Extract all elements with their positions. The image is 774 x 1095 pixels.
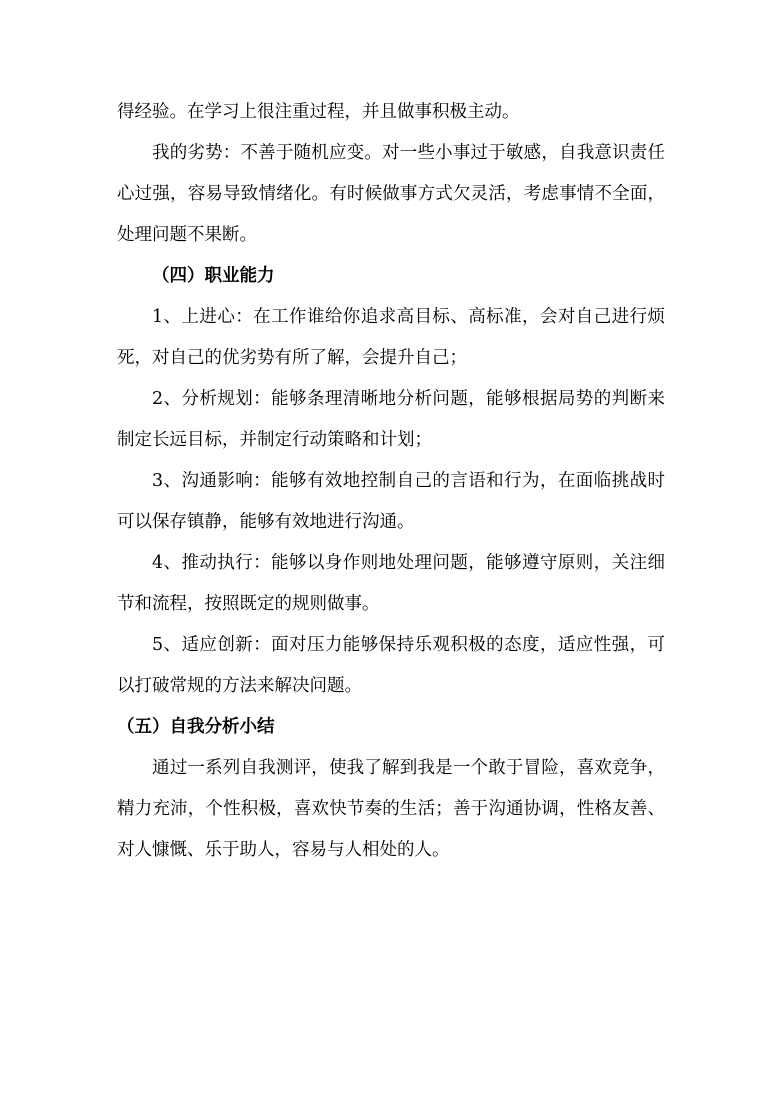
list-item-innovation: 5、适应创新：面对压力能够保持乐观积极的态度，适应性强，可以打破常规的方法来解决问题。 [117,635,665,696]
list-item-planning: 2、分析规划：能够条理清晰地分析问题，能够根据局势的判断来制定长远目标，并制定行动策略和计划； [117,389,665,450]
list-item-execution: 4、推动执行：能够以身作则地处理问题，能够遵守原则，关注细节和流程，按照既定的规则做事。 [117,553,665,614]
section-heading-career-ability: （四）职业能力 [152,266,275,286]
list-item-ambition: 1、上进心：在工作谁给你追求高目标、高标准，会对自己进行烦死，对自己的优劣势有所了解，会提升自己； [117,307,665,368]
document-body [117,92,665,871]
section-heading-summary: （五）自我分析小结 [117,717,275,737]
paragraph-summary: 通过一系列自我测评，使我了解到我是一个敢于冒险，喜欢竞争，精力充沛，个性积极，喜欢快节奏的生活；善于沟通协调，性格友善、对人慷慨、乐于助人，容易与人相处的人。 [117,758,665,860]
list-item-communication: 3、沟通影响：能够有效地控制自己的言语和行为，在面临挑战时可以保存镇静，能够有效地进行沟通。 [117,471,665,532]
paragraph-weaknesses: 我的劣势：不善于随机应变。对一些小事过于敏感，自我意识责任心过强，容易导致情绪化。有时候做事方式欠灵活，考虑事情不全面，处理问题不果断。 [117,143,665,245]
paragraph-continuation: 得经验。在学习上很注重过程，并且做事积极主动。 [117,102,520,122]
